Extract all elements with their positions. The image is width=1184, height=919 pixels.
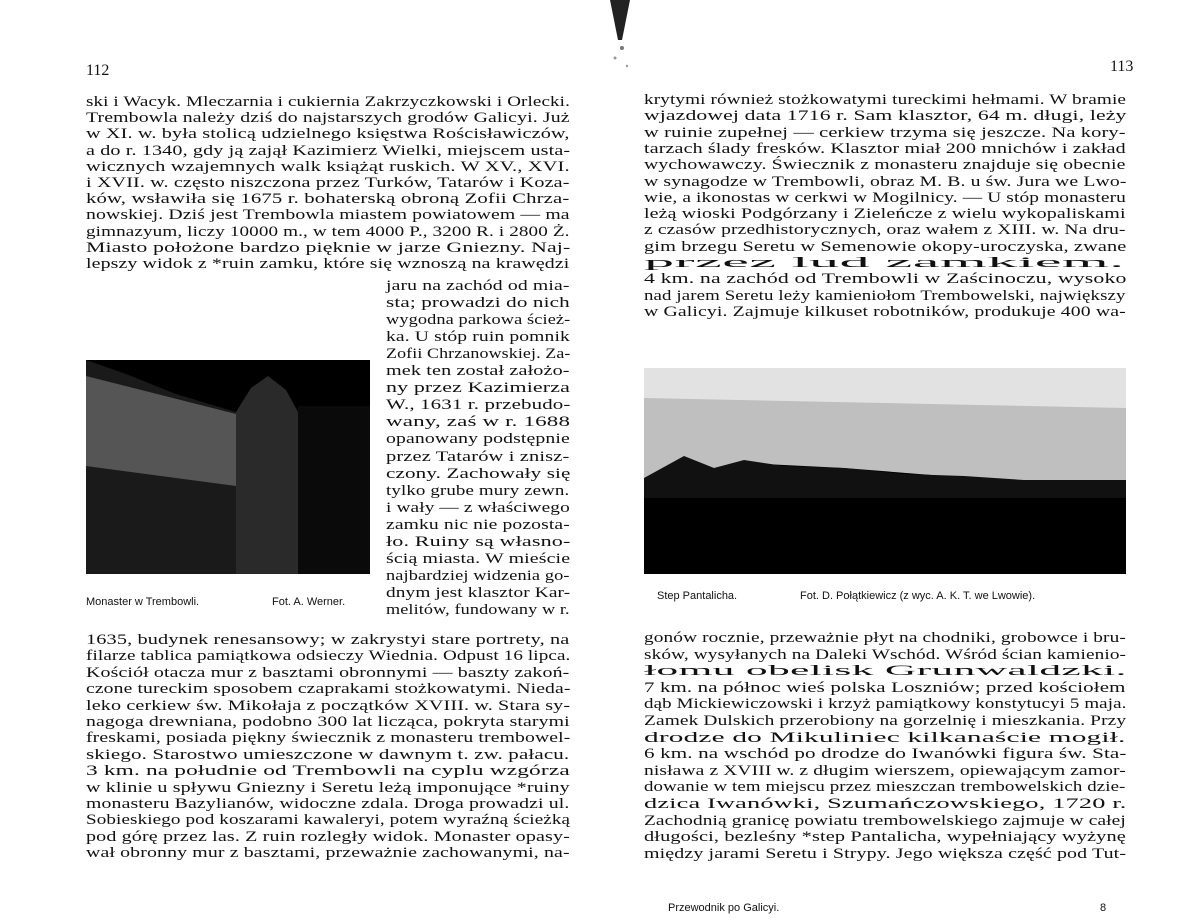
text-line: długości, bezleśny *step Pantalicha, wypełniający wyżynę bbox=[644, 829, 1126, 846]
text-line: Miasto położone bardzo pięknie w jarze Gniezny. Naj- bbox=[86, 239, 571, 256]
text-line: i wały — z właściwego bbox=[386, 499, 570, 516]
text-line: sków, wysyłanych na Daleki Wschód. Wśród ścian kamienio- bbox=[644, 646, 1127, 663]
text-line: dowanie w tem miejscu przez mieszczan trembowelskich dzie- bbox=[644, 779, 1126, 796]
text-line: gim brzegu Seretu w Semenowie okopy-uroczyska, zwane bbox=[644, 238, 1127, 255]
photo-step-pantalicha bbox=[644, 368, 1126, 574]
text-line: ski i Wacyk. Mleczarnia i cukiernia Zakrzyczkowski i Orlecki. bbox=[86, 94, 570, 110]
text-line: wygodna parkowa ścież- bbox=[386, 312, 571, 329]
text-line: ków, wsławiła się 1675 r. bohaterską obroną Zofii Chrza- bbox=[86, 191, 570, 208]
text-line: ny przez Kazimierza bbox=[386, 380, 570, 397]
text-line: Zamek Dulskich przerobiony na gorzelnię i mieszkania. Przy bbox=[644, 713, 1127, 729]
text-line: przez Tatarów i znisz- bbox=[386, 448, 570, 465]
text-line: opanowany podstępnie bbox=[386, 431, 570, 448]
text-line: i XVII. w. często niszczona przez Turków, Tatarów i Koza- bbox=[86, 175, 570, 191]
page-number-right: 113 bbox=[1110, 58, 1134, 75]
text-line: łomu obelisk Grunwaldzki. bbox=[644, 663, 1127, 680]
text-line: lepszy widok z *ruin zamku, które się wznoszą na krawędzi bbox=[86, 256, 570, 272]
text-line: w klinie u spływu Gniezny i Seretu leżą imponujące *ruiny bbox=[86, 779, 570, 796]
photo-caption-left-credit: Fot. A. Werner. bbox=[272, 596, 346, 608]
right-page bbox=[592, 0, 1184, 919]
text-line: tylko grube mury zewn. bbox=[386, 482, 570, 499]
page-number-left: 112 bbox=[86, 62, 110, 79]
photo-monaster-trembowla bbox=[86, 316, 370, 574]
text-line: w Galicyi. Zajmuje kilkuset robotników, produkuje 400 wa- bbox=[644, 303, 1126, 320]
text-line: tarzach ślady fresków. Klasztor miał 200 mnichów i zakład bbox=[644, 140, 1126, 157]
text-line: gimnazyum, liczy 10000 m., w tem 4000 P., 3200 R. i 2800 Ż. bbox=[86, 223, 570, 240]
text-line: nagoga drewniana, podobno 300 lat licząca, pokryta starymi bbox=[86, 714, 570, 730]
text-line: nowskiej. Dziś jest Trembowla miastem powiatowem — ma bbox=[86, 207, 570, 224]
text-line: freskami, posiada piękny świecznik z monasteru trembowel- bbox=[86, 730, 571, 747]
text-line: zamku nic nie pozosta- bbox=[386, 516, 570, 533]
text-line: Zachodnią granicę powiatu trembowelskiego zajmuje w całej bbox=[644, 812, 1126, 829]
text-line: wychowawczy. Świecznik z monasteru znajduje się obecnie bbox=[644, 157, 1126, 174]
text-line: Zofii Chrzanowskiej. Za- bbox=[386, 346, 571, 363]
text-line: wał obronny mur z basztami, przeważnie zachowanymi, na- bbox=[86, 845, 570, 862]
text-line: krytymi również stożkowatymi tureckimi hełmami. W bramie bbox=[644, 92, 1127, 108]
text-line: czony. Zachowały się bbox=[386, 465, 571, 482]
text-line: ło. Ruiny są własno- bbox=[386, 533, 571, 550]
text-line: czone tureckim sposobem czaprakami stożkowatymi. Nieda- bbox=[86, 681, 571, 698]
text-line: filarze tablica pamiątkowa odsieczy Wiednia. Odpust 16 lipca. bbox=[86, 648, 571, 665]
text-line: skiego. Starostwo umieszczone w dawnym t. zw. pałacu. bbox=[86, 746, 570, 763]
text-line: jaru na zachód od mia- bbox=[386, 278, 570, 294]
text-line: w synagodze w Trembowli, obraz M. B. u św. Jura we Lwo- bbox=[644, 173, 1127, 190]
text-line: drodze do Mikuliniec kilkanaście mogił. bbox=[644, 729, 1126, 746]
text-line: melitów, fundowany w r. bbox=[386, 601, 570, 618]
text-line: najbardziej widzenia go- bbox=[386, 567, 570, 584]
text-line: wie, a ikonostas w cerkwi w Mogilnicy. — U stóp monasteru bbox=[644, 189, 1127, 206]
text-line: 4 km. na zachód od Trembowli w Zaścinoczu, wysoko bbox=[644, 271, 1127, 288]
text-line: leko cerkiew św. Mikołaja z początków XVIII. w. Stara sy- bbox=[86, 697, 571, 714]
text-line: dąb Mickiewiczowski i krzyż pamiątkowy konstytucyi 5 maja. bbox=[644, 696, 1127, 713]
text-line: między jarami Seretu i Strypy. Jego większa część pod Tut- bbox=[644, 845, 1127, 862]
text-line: monasteru Bazylianów, widoczne zdala. Droga prowadzi ul. bbox=[86, 796, 570, 812]
photo-caption-right-title: Step Pantalicha. bbox=[657, 590, 738, 602]
text-line: 1635, budynek renesansowy; w zakrystyi stare portrety, na bbox=[86, 632, 570, 648]
text-line: dzica Iwanówki, Szumańczowskiego, 1720 r. bbox=[644, 796, 1127, 812]
footer-signature: 8 bbox=[1100, 902, 1107, 914]
text-line: wjazdowej data 1716 r. Sam klasztor, 64 m. długi, leży bbox=[644, 108, 1127, 125]
text-line: Kościół otacza mur z basztami obronnymi — baszty zakoń- bbox=[86, 664, 570, 681]
text-line: 7 km. na północ wieś polska Loszniów; przed kościołem bbox=[644, 679, 1126, 696]
text-line: 3 km. na południe od Trembowli na cyplu wzgórza bbox=[86, 763, 570, 780]
footer-title: Przewodnik po Galicyi. bbox=[668, 902, 780, 914]
text-line: w ruinie zupełnej — cerkiew trzyma się jeszcze. Na kory- bbox=[644, 124, 1126, 141]
text-line: leżą wioski Podgórzany i Zieleńcze z wielu wykopaliskami bbox=[644, 206, 1126, 223]
photo-caption-right-credit: Fot. D. Połątkiewicz (z wyc. A. K. T. we Lwowie). bbox=[800, 590, 1036, 602]
text-line: przez lud zamkiem. bbox=[644, 255, 1125, 271]
text-line: Trembowla należy dziś do najstarszych grodów Galicyi. Już bbox=[86, 110, 570, 127]
text-line: Sobieskiego pod koszarami kawaleryi, potem wyraźną ścieżką bbox=[86, 812, 571, 829]
text-line: 6 km. na wschód po drodze do Iwanówki figura św. Sta- bbox=[644, 746, 1127, 763]
text-line: w XI. w. była stolicą udzielnego księstwa Rościsławiczów, bbox=[86, 126, 570, 143]
text-line: sta; prowadzi do nich bbox=[386, 295, 570, 312]
text-line: ścią miasta. W mieście bbox=[386, 550, 571, 567]
text-line: wicznych wzajemnych walk książąt ruskich. W XV., XVI. bbox=[86, 158, 570, 175]
text-line: dnym jest klasztor Kar- bbox=[386, 584, 571, 601]
text-line: nisława z XVIII w. z długim wierszem, opiewającym zamor- bbox=[644, 762, 1126, 779]
photo-caption-left-title: Monaster w Trembowli. bbox=[86, 596, 200, 608]
text-line: pod górę przez las. Z ruin rozległy widok. Monaster opasy- bbox=[86, 828, 570, 845]
text-line: nad jarem Seretu leży kamieniołom Trembowelski, największy bbox=[644, 287, 1126, 304]
text-line: mek ten został założo- bbox=[386, 363, 570, 380]
text-line: ka. U stóp ruin pomnik bbox=[386, 329, 570, 346]
text-line: W., 1631 r. przebudo- bbox=[386, 397, 571, 414]
text-line: wany, zaś w r. 1688 bbox=[386, 414, 571, 431]
text-line: z czasów przedhistorycznych, oraz wałem z XIII. w. Na dru- bbox=[644, 222, 1126, 239]
text-line: a do r. 1340, gdy ją zajął Kazimierz Wielki, miejscem usta- bbox=[86, 142, 571, 159]
text-line: gonów rocznie, przeważnie płyt na chodniki, grobowce i bru- bbox=[644, 630, 1126, 646]
